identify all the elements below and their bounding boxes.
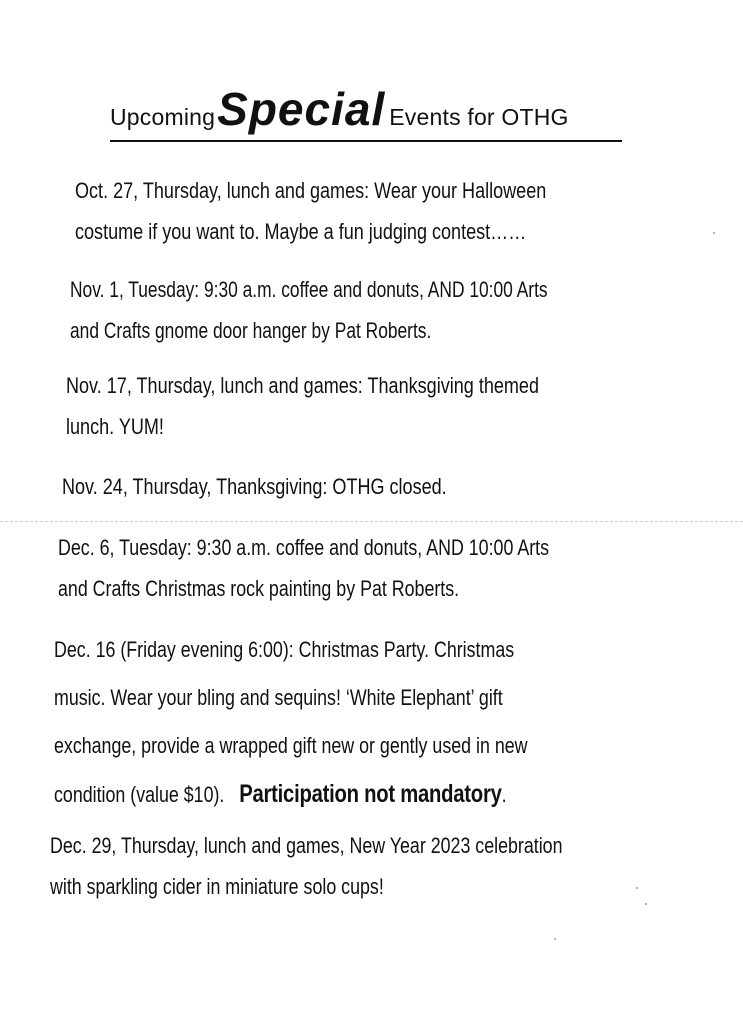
event-line: costume if you want to. Maybe a fun judging contest…… (75, 219, 527, 244)
event-line: and Crafts Christmas rock painting by Pat Roberts. (58, 576, 460, 601)
event-line: exchange, provide a wrapped gift new or gently used in new (54, 733, 528, 758)
event-line: Nov. 1, Tuesday: 9:30 a.m. coffee and donuts, AND 10:00 Arts (70, 277, 548, 302)
title-line (110, 82, 569, 136)
scan-speck (554, 938, 556, 940)
event-dec-6 (58, 527, 549, 609)
event-line: Nov. 24, Thursday, Thanksgiving: OTHG closed. (62, 474, 447, 499)
event-line-final (54, 770, 528, 819)
title-emphasis: Special (217, 83, 386, 135)
event-line: with sparkling cider in miniature solo cups! (50, 874, 384, 899)
participation-note: Participation not mandatory (239, 780, 502, 808)
scan-speck (713, 232, 715, 234)
event-line: Dec. 6, Tuesday: 9:30 a.m. coffee and donuts, AND 10:00 Arts (58, 535, 550, 560)
event-nov-17 (66, 365, 539, 447)
scan-speck (645, 903, 647, 905)
scan-artifact-line (0, 521, 743, 522)
flyer-title (110, 78, 622, 142)
event-line: Oct. 27, Thursday, lunch and games: Wear your Halloween (75, 178, 547, 203)
event-nov-1 (70, 269, 548, 351)
event-line: Dec. 29, Thursday, lunch and games, New Year 2023 celebration (50, 833, 563, 858)
event-line: music. Wear your bling and sequins! ‘White Elephant’ gift (54, 685, 503, 710)
event-text: . (501, 782, 507, 807)
event-dec-29 (50, 825, 562, 907)
title-prefix: Upcoming (110, 104, 216, 130)
scan-speck (636, 887, 638, 889)
event-line: and Crafts gnome door hanger by Pat Roberts. (70, 318, 432, 343)
title-suffix: Events for OTHG (389, 104, 569, 130)
event-oct-27 (75, 170, 546, 252)
event-dec-16 (54, 626, 528, 819)
event-line: Dec. 16 (Friday evening 6:00): Christmas Party. Christmas (54, 637, 515, 662)
event-line: Nov. 17, Thursday, lunch and games: Thanksgiving themed (66, 373, 539, 398)
event-text: condition (value $10). (54, 782, 225, 807)
event-line: lunch. YUM! (66, 414, 164, 439)
event-nov-24 (62, 466, 447, 507)
